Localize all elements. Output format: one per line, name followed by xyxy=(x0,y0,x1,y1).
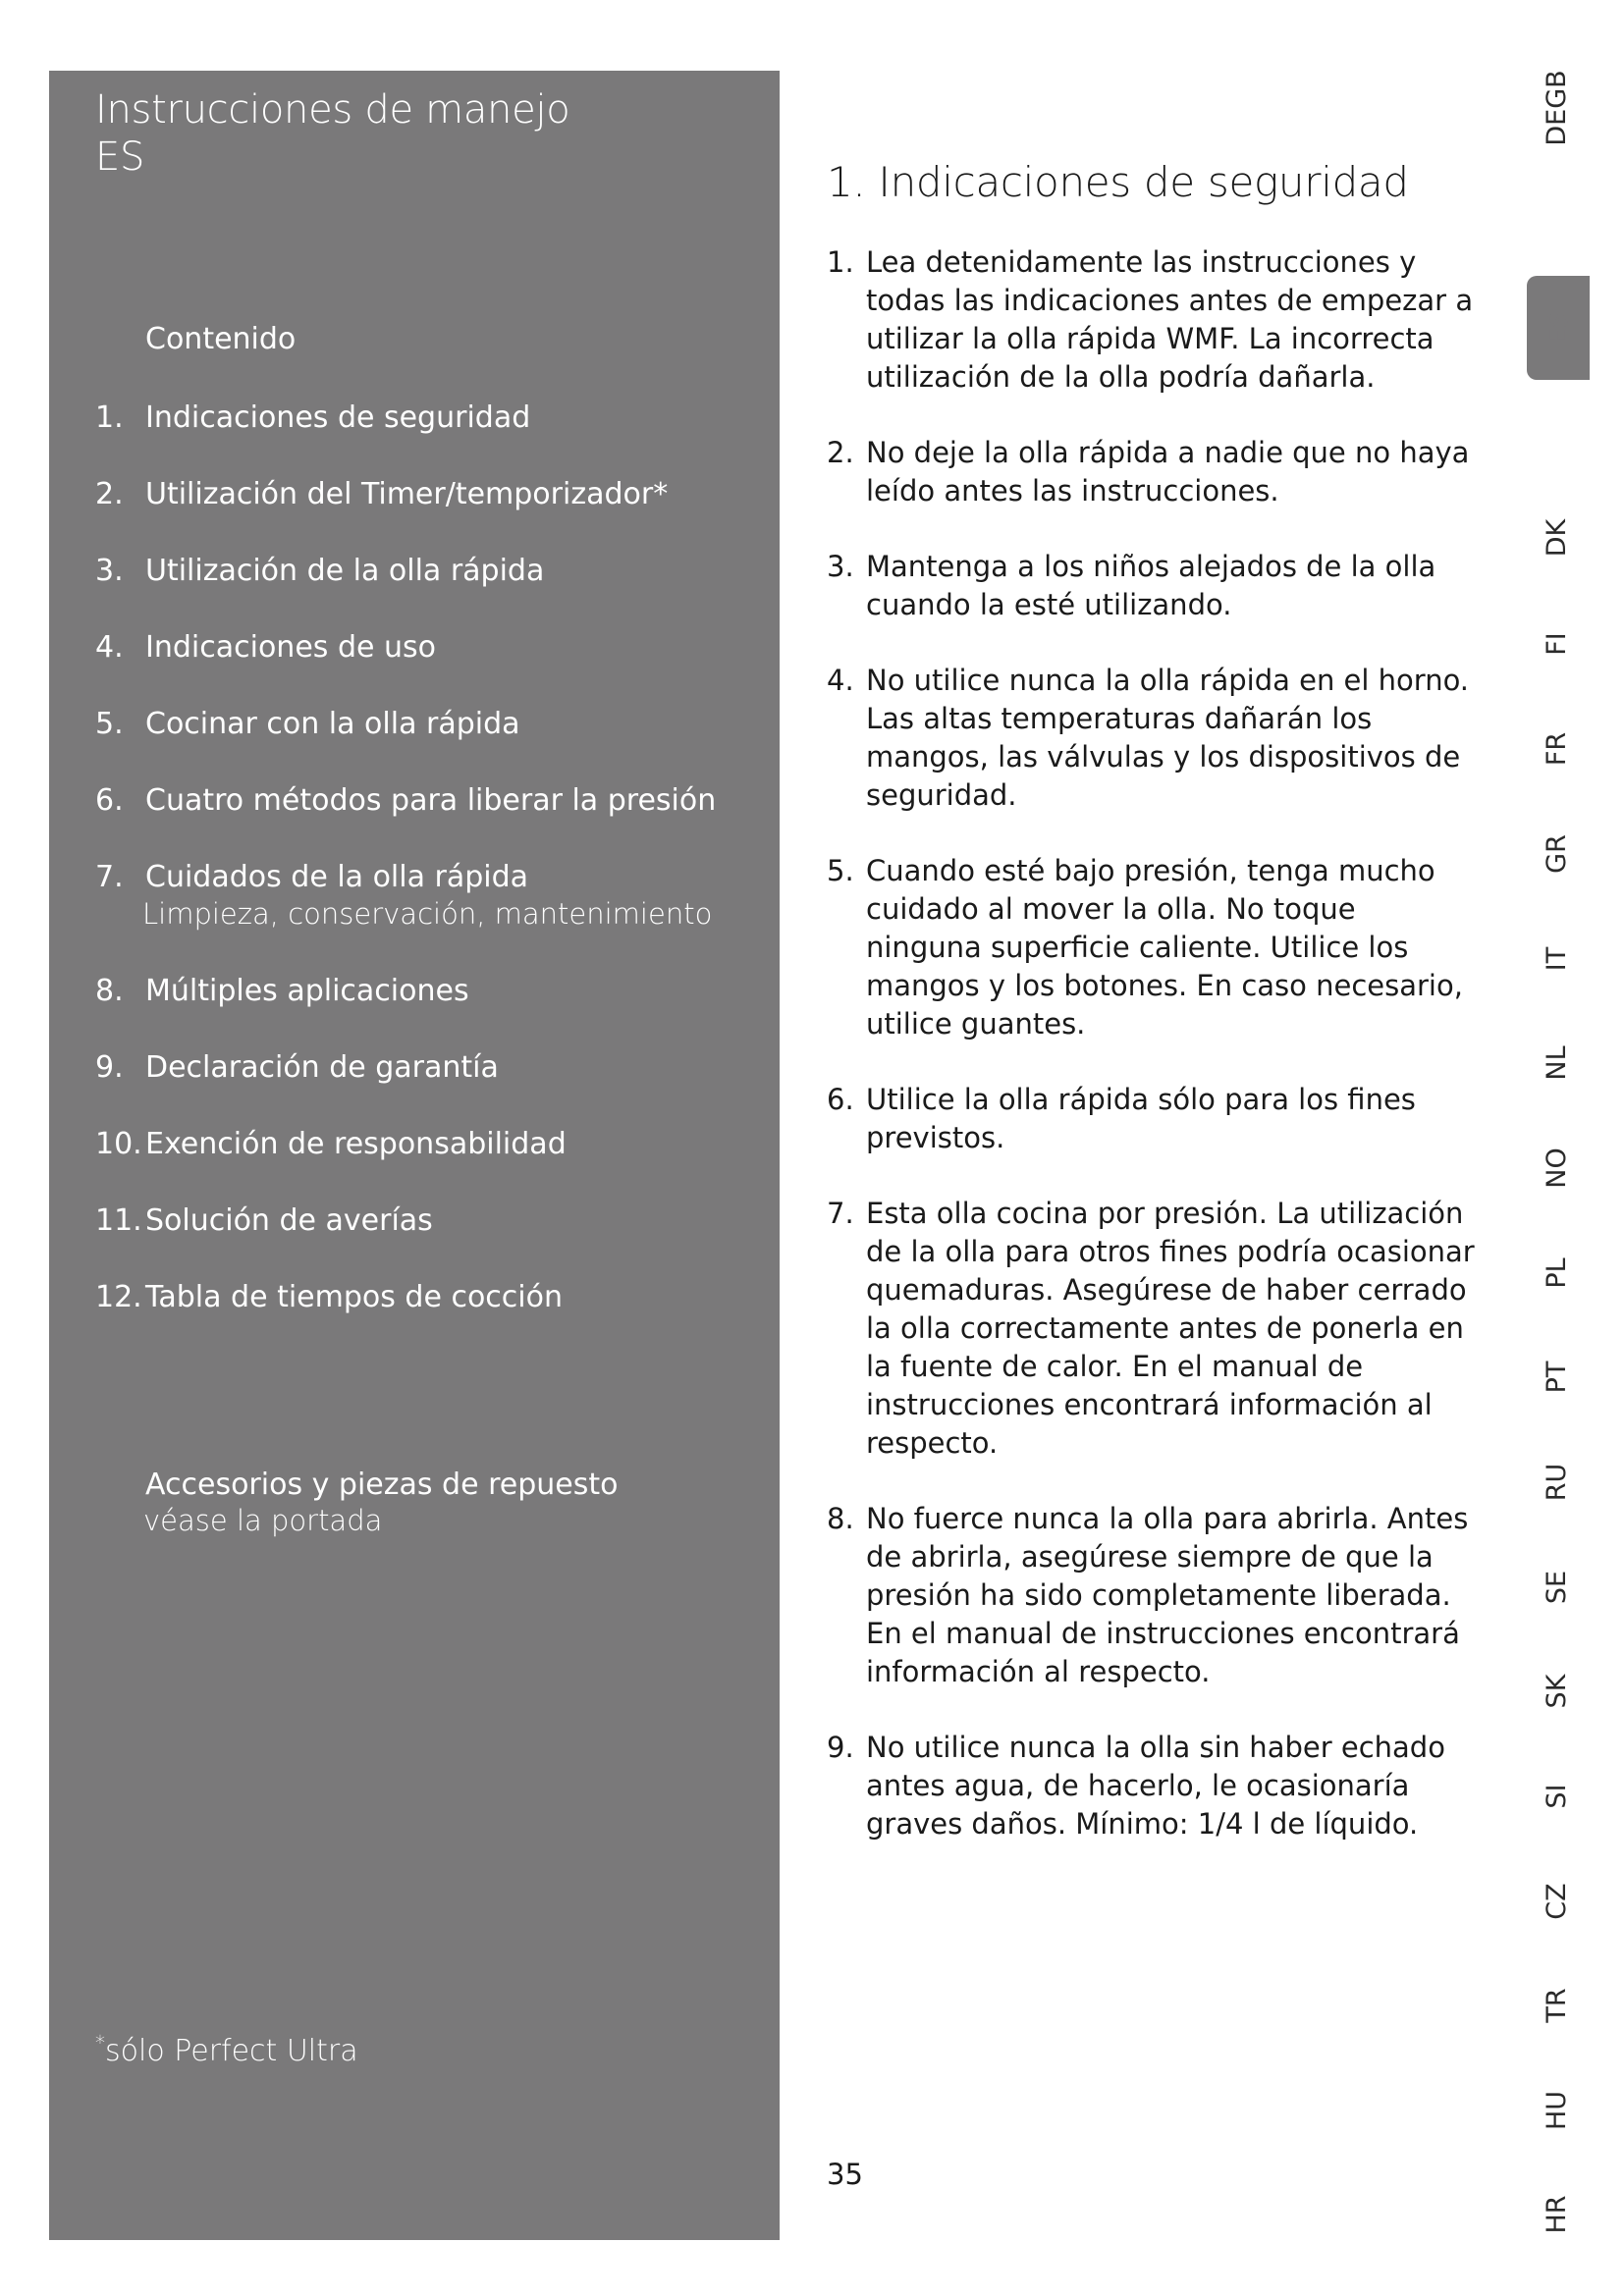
tab-lang-si[interactable]: SI xyxy=(1541,1784,1572,1809)
toc-label: Indicaciones de seguridad xyxy=(145,400,531,435)
item-number: 4. xyxy=(827,664,854,697)
item-text: Esta olla cocina por presión. La utilización de la olla para otros fines podría ocasionar quemaduras. Asegúrese de haber cerrado la olla correctamente antes de ponerla en la fuente de calor. En el manual de instrucciones encontrará información al respecto. xyxy=(866,1197,1475,1460)
tab-lang-fr[interactable]: FR xyxy=(1541,731,1572,767)
item-number: 7. xyxy=(827,1197,854,1230)
toc-number: 4. xyxy=(95,630,124,665)
footnote-text: sólo Perfect Ultra xyxy=(105,2034,358,2068)
tab-lang-hr[interactable]: HR xyxy=(1541,2195,1572,2234)
toc-number: 6. xyxy=(95,783,124,818)
footnote xyxy=(95,2031,358,2068)
list-item xyxy=(827,1500,1475,1691)
toc-label: Declaración de garantía xyxy=(145,1050,499,1085)
item-number: 8. xyxy=(827,1502,854,1535)
list-item xyxy=(827,662,1475,815)
accessories-title: Accesorios y piezas de repuesto xyxy=(145,1468,619,1502)
tab-lang-dk[interactable]: DK xyxy=(1541,518,1572,558)
toc-number: 7. xyxy=(95,860,124,894)
toc-number: 2. xyxy=(95,477,124,511)
toc-label: Solución de averías xyxy=(145,1203,433,1238)
language-tab-strip xyxy=(1524,0,1624,2296)
tab-lang-it[interactable]: IT xyxy=(1541,946,1572,972)
accessories-note xyxy=(145,1468,618,1537)
footnote-mark: * xyxy=(95,2031,105,2055)
item-number: 1. xyxy=(827,245,854,279)
item-text: No fuerce nunca la olla para abrirla. Antes de abrirla, asegúrese siempre de que la presión ha sido completamente liberada. En el manual de instrucciones encontrará información al respecto. xyxy=(866,1502,1469,1688)
list-item xyxy=(827,548,1475,624)
toc-label: Cuidados de la olla rápida xyxy=(145,860,529,894)
item-number: 9. xyxy=(827,1731,854,1764)
toc-number: 9. xyxy=(95,1050,124,1085)
tab-lang-gr[interactable]: GR xyxy=(1541,834,1572,874)
toc-label: Exención de responsabilidad xyxy=(145,1127,567,1161)
tab-lang-tr[interactable]: TR xyxy=(1541,1988,1572,2023)
list-item xyxy=(827,1195,1475,1463)
tab-lang-cz[interactable]: CZ xyxy=(1541,1883,1572,1920)
toc-label: Utilización del Timer/temporizador* xyxy=(145,477,669,511)
toc-label: Cuatro métodos para liberar la presión xyxy=(145,783,717,818)
item-text: Lea detenidamente las instrucciones y todas las indicaciones antes de empezar a utilizar la olla rápida WMF. La incorrecta utilización de la olla podría dañarla. xyxy=(866,245,1474,394)
tab-lang-degb[interactable]: DEGB xyxy=(1541,70,1572,146)
safety-instructions-list xyxy=(827,243,1475,1881)
toc-number: 8. xyxy=(95,974,124,1008)
toc-number: 10. xyxy=(95,1127,142,1161)
item-number: 3. xyxy=(827,550,854,583)
toc-label: Cocinar con la olla rápida xyxy=(145,707,520,741)
accessories-reference: véase la portada xyxy=(143,1504,383,1537)
tab-lang-no[interactable]: NO xyxy=(1541,1148,1572,1189)
list-item xyxy=(827,243,1475,397)
page-number: 35 xyxy=(827,2158,863,2191)
toc-number: 11. xyxy=(95,1203,142,1238)
item-text: No deje la olla rápida a nadie que no haya leído antes las instrucciones. xyxy=(866,436,1470,507)
contents-heading: Contenido xyxy=(145,322,297,356)
tab-lang-pl[interactable]: PL xyxy=(1541,1257,1572,1289)
item-text: Cuando esté bajo presión, tenga mucho cuidado al mover la olla. No toque ninguna superficie caliente. Utilice los mangos y los botones. En caso necesario, utilice guantes. xyxy=(866,854,1463,1041)
list-item xyxy=(827,1729,1475,1843)
title-text: Instrucciones de manejo xyxy=(95,87,570,133)
tab-lang-sk[interactable]: SK xyxy=(1541,1674,1572,1709)
toc-number: 12. xyxy=(95,1280,142,1314)
section-heading: 1. Indicaciones de seguridad xyxy=(827,158,1409,206)
toc-number: 5. xyxy=(95,707,124,741)
toc-label: Indicaciones de uso xyxy=(145,630,436,665)
tab-lang-es-active[interactable]: ES xyxy=(1527,276,1590,380)
item-number: 2. xyxy=(827,436,854,469)
tab-lang-ru[interactable]: RU xyxy=(1541,1463,1572,1502)
toc-number: 3. xyxy=(95,554,124,588)
toc-number: 1. xyxy=(95,400,124,435)
tab-lang-se[interactable]: SE xyxy=(1541,1570,1572,1605)
tab-lang-nl[interactable]: NL xyxy=(1541,1045,1572,1081)
tab-lang-fi[interactable]: FI xyxy=(1541,632,1572,656)
list-item xyxy=(827,852,1475,1043)
item-text: No utilice nunca la olla rápida en el horno. Las altas temperaturas dañarán los mangos, las válvulas y los dispositivos de seguridad. xyxy=(866,664,1470,812)
toc-label: Tabla de tiempos de cocción xyxy=(145,1280,563,1314)
item-text: Utilice la olla rápida sólo para los fines previstos. xyxy=(866,1083,1416,1154)
language-code: ES xyxy=(95,134,145,180)
item-text: Mantenga a los niños alejados de la olla cuando la esté utilizando. xyxy=(866,550,1436,621)
toc-label: Utilización de la olla rápida xyxy=(145,554,545,588)
list-item xyxy=(827,1081,1475,1157)
item-text: No utilice nunca la olla sin haber echado antes agua, de hacerlo, le ocasionaría graves daños. Mínimo: 1/4 l de líquido. xyxy=(866,1731,1445,1841)
tab-lang-hu[interactable]: HU xyxy=(1541,2090,1572,2131)
toc-label: Múltiples aplicaciones xyxy=(145,974,469,1008)
document-title xyxy=(95,86,569,181)
toc-sublabel: Limpieza, conservación, mantenimiento xyxy=(142,897,713,931)
tab-lang-pt[interactable]: PT xyxy=(1541,1361,1572,1394)
item-number: 5. xyxy=(827,854,854,887)
item-number: 6. xyxy=(827,1083,854,1116)
list-item xyxy=(827,434,1475,510)
